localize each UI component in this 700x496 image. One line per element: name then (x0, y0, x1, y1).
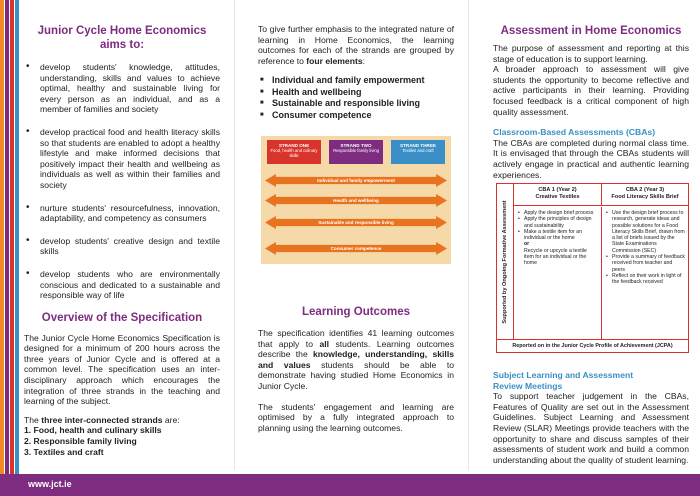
decorative-stripe-purple (5, 0, 9, 496)
cba1-alt: Recycle or upcycle a textile item for an individual or the home (524, 247, 587, 267)
learning-outcomes-planning: The students' engagement and learning are optimised by a fully integrated approach to planning using the learning outcomes. (258, 401, 454, 433)
element-arrow-label: Individual and family empowerment (317, 178, 395, 183)
cba2-item: • Provide a summary of feedback received from teacher and peers (605, 254, 685, 273)
aim-item: • nurture students' resourcefulness, innovation, adaptability, and competency as consumers (24, 203, 220, 224)
panel-divider (234, 0, 235, 470)
cba1-item: • Make a textile item for an individual or the home (517, 229, 598, 242)
cba1-item: • Apply the design brief process (517, 210, 598, 216)
panel-aims (24, 0, 220, 457)
element-arrow-label: Sustainable and responsible living (318, 220, 394, 225)
panel-divider (468, 0, 469, 470)
element-arrow-label: Consumer competence (330, 246, 382, 251)
assessment-purpose: The purpose of assessment and reporting at this stage of education is to support learning. (493, 43, 689, 64)
cba1-header: CBA 1 (Year 2) Creative Textiles (514, 184, 602, 206)
cba-side-label: Supported by Ongoing Formative Assessment (497, 184, 514, 339)
aim-item: • develop students who are environmentally conscious and dedicated to a sustainable and responsible way of life (24, 269, 220, 301)
cba-heading: Classroom-Based Assessments (CBAs) (493, 127, 656, 138)
strand-item: 1. Food, health and culinary skills (24, 425, 162, 436)
element-item: ■ Individual and family empowerment (258, 75, 454, 87)
footer-bar (0, 474, 700, 496)
cba1-item: • Apply the principles of design and sustainability (517, 216, 598, 229)
decorative-stripe-blue (15, 0, 19, 496)
strands-elements-diagram (261, 136, 451, 264)
cba-footer: Reported on in the Junior Cycle Profile of Achievement (JCPA) (497, 339, 688, 352)
decorative-stripe-red (10, 0, 14, 496)
overview-title: Overview of the Specification (41, 311, 203, 324)
cba1-cell (514, 207, 602, 339)
panel-elements (258, 0, 454, 121)
aims-title (24, 24, 220, 52)
aims-title-line1: Junior Cycle Home Economics (37, 25, 207, 37)
element-arrow-label: Health and wellbeing (333, 198, 379, 203)
learning-outcomes-text: The specification identifies 41 learning outcomes that apply to all students. Learning outcomes describe the knowledge, understanding, skills and values students should be able to demonstrate having studied Home Economics in Junior Cycle. (258, 328, 454, 391)
panel-assessment (493, 0, 689, 180)
cba1-or: or (524, 241, 530, 248)
learning-outcomes-section (258, 305, 454, 433)
overview-text: The Junior Cycle Home Economics Specification is designed for a minimum of 200 hours across the three years of Junior Cycle and is offered at a common level. The specification uses an inter-disciplinary approach which encourages the integration of three strands in the teaching and learning of the subject. (24, 332, 220, 407)
learning-outcomes-title: Learning Outcomes (302, 306, 410, 318)
strand-one-header: STRAND ONE Food, health and culinary skills (267, 140, 321, 164)
aim-item: • develop practical food and health literacy skills so that students are enabled to adopt a healthy lifestyle and make informed decisions that positively impact their health and wellbeing as individuals as well as within their families and society (24, 127, 220, 191)
cba2-header: CBA 2 (Year 3) Food Literacy Skills Brief (602, 184, 688, 206)
aims-title-line2: aims to: (99, 39, 145, 51)
strand-item: 3. Textiles and craft (24, 446, 104, 457)
decorative-stripe-orange (0, 0, 4, 496)
cba-text: The CBAs are completed during normal class time. It is envisaged that through the CBAs students will actively engage in practical and authentic learning experiences. (493, 137, 689, 180)
slar-section (493, 370, 689, 465)
strands-list (24, 425, 220, 457)
strands-intro: The three inter-connected strands are: (24, 414, 180, 425)
element-item: ■ Sustainable and responsible living (258, 98, 454, 110)
strand-item: 2. Responsible family living (24, 436, 137, 447)
aim-item: • develop students' knowledge, attitudes, understanding, skills and values to achieve optimal, healthy and sustainable living for every person as an individual, and as a member of families and society (24, 62, 220, 115)
aim-item: • develop students' creative design and textile skills (24, 236, 220, 257)
slar-text: To support teacher judgement in the CBAs, Features of Quality are set out in the Assessment Guidelines. Subject Learning and Assessment Review (SLAR) Meetings provide teachers with the opportunity to share and discuss samples of their assessments of student work and build a common understanding about the quality of student learning. (493, 391, 689, 465)
assessment-title: Assessment in Home Economics (500, 25, 682, 37)
strand-two-header: STRAND TWO Responsible family living (329, 140, 383, 164)
elements-list (258, 75, 454, 121)
cba-table (496, 183, 689, 353)
website-link[interactable]: www.jct.ie (28, 479, 72, 489)
element-item: ■ Health and wellbeing (258, 87, 454, 99)
assessment-approach: A broader approach to assessment will give students the opportunity to become reflective and active participants in their learning. Providing focused feedback is a critical component of high quality assessment. (493, 64, 689, 117)
elements-intro: To give further emphasis to the integrated nature of learning in Home Economics, the learning outcomes for each of the strands are grouped by reference to four elements: (258, 24, 454, 66)
cba2-item: • Reflect on their work in light of the feedback received (605, 273, 685, 286)
cba2-item: • Use the design brief process to research, generate ideas and possible solutions for a Food Literacy Skills Brief, drawn from a list of briefs issued by the State Examinations Commission (SEC) (605, 210, 685, 254)
cba2-cell (602, 207, 688, 339)
slar-heading: Subject Learning and Assessment Review Meetings (493, 370, 634, 391)
element-item: ■ Consumer competence (258, 110, 454, 122)
aims-list (24, 62, 220, 301)
strand-three-header: STRAND THREE Textiles and craft (391, 140, 445, 164)
